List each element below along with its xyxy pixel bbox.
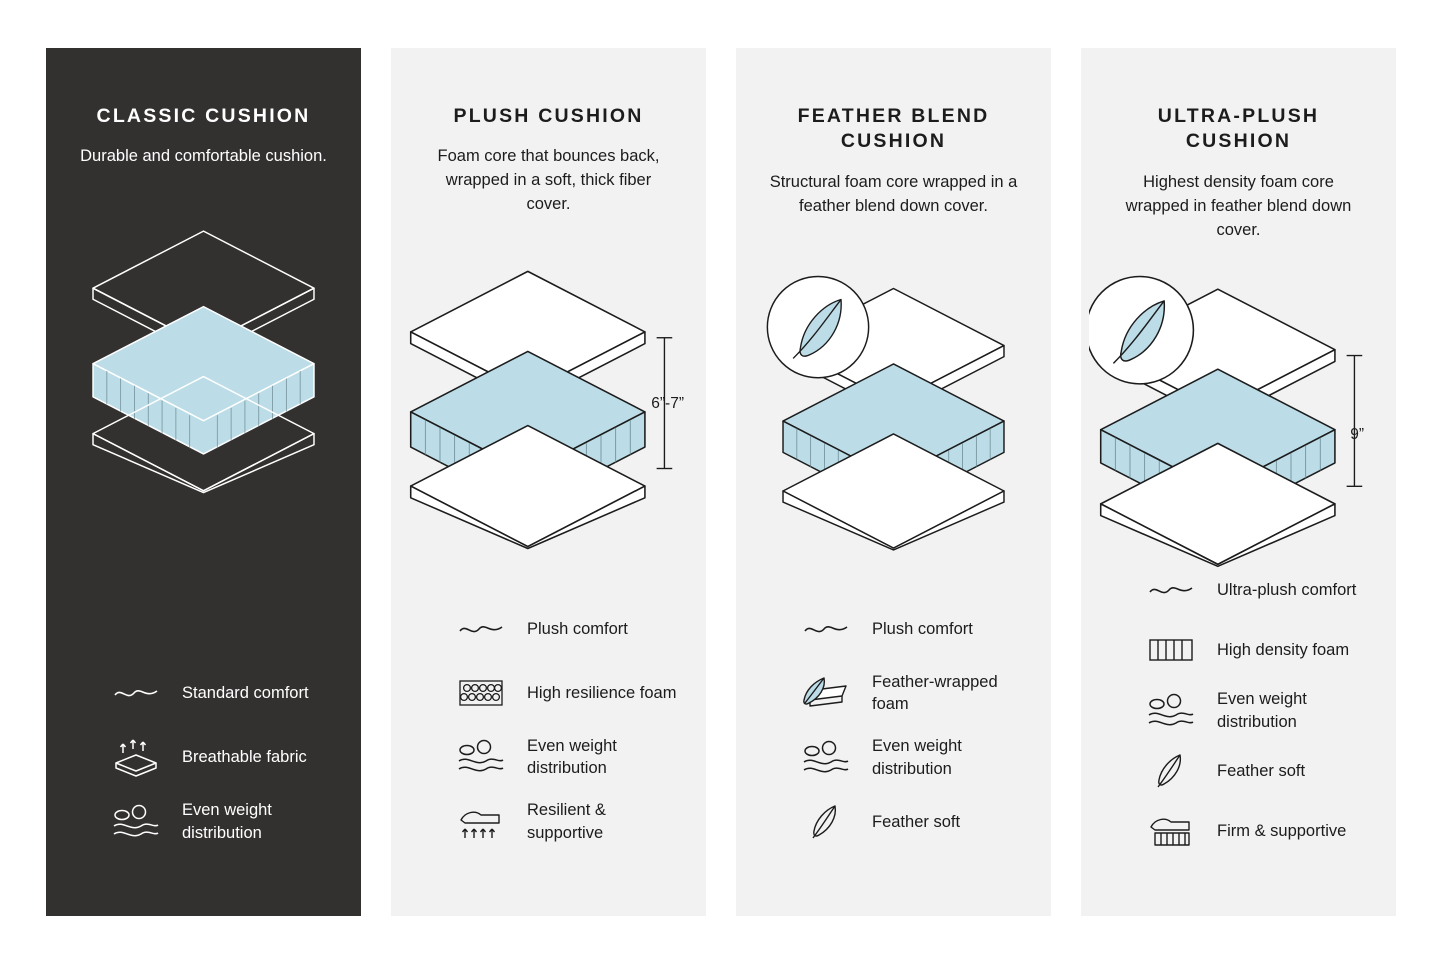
feather-icon — [798, 800, 854, 844]
resilient-support-icon — [453, 800, 509, 844]
wave-icon — [108, 671, 164, 715]
cushion-exploded-diagram — [760, 245, 1027, 575]
list-item: High density foam — [1143, 628, 1372, 672]
feather-icon — [1143, 749, 1199, 793]
cushion-exploded-diagram — [70, 195, 337, 525]
cushion-exploded-diagram — [1105, 268, 1372, 568]
list-item: Resilient & supportive — [453, 799, 682, 844]
cushion-layers-svg — [760, 260, 1027, 560]
list-item: Even weight distribution — [108, 799, 337, 844]
cushion-card-plush — [391, 48, 706, 916]
feather-badge-icon — [1089, 277, 1193, 384]
foam-core-layer — [93, 307, 314, 454]
feather-wrapped-foam-icon — [798, 671, 854, 715]
page-title: CLASSIC CUSHION — [96, 105, 311, 127]
list-item: Ultra-plush comfort — [1143, 568, 1372, 612]
cushion-card-ultra-plush — [1081, 48, 1396, 916]
honeycomb-foam-icon — [453, 671, 509, 715]
list-item: Breathable fabric — [108, 735, 337, 779]
dimension-label: 9” — [1350, 426, 1364, 444]
list-item: High resilience foam — [453, 671, 682, 715]
list-item: Plush comfort — [453, 607, 682, 651]
list-item: Even weight distribution — [1143, 688, 1372, 733]
wave-icon — [453, 607, 509, 651]
feature-list — [70, 671, 337, 896]
firm-support-icon — [1143, 809, 1199, 853]
card-description: Structural foam core wrapped in a feather blend down cover. — [769, 172, 1018, 215]
list-item: Plush comfort — [798, 607, 1027, 651]
wave-icon — [1143, 568, 1199, 612]
card-description: Foam core that bounces back, wrapped in a soft, thick fiber cover. — [437, 147, 660, 214]
cushion-layers-svg — [1089, 268, 1372, 568]
card-description: Highest density foam core wrapped in feather blend down cover. — [1125, 172, 1352, 239]
high-density-foam-icon — [1143, 628, 1199, 672]
wave-icon — [798, 607, 854, 651]
page-title: FEATHER BLEND CUSHION — [797, 105, 990, 153]
breathable-fabric-icon — [108, 735, 164, 779]
page-title: PLUSH CUSHION — [453, 105, 644, 127]
even-weight-icon — [798, 736, 854, 780]
list-item: Feather-wrapped foam — [798, 671, 1027, 716]
even-weight-icon — [108, 800, 164, 844]
dimension-label: 6”-7” — [651, 395, 684, 413]
even-weight-icon — [1143, 689, 1199, 733]
cushion-layers-svg — [399, 258, 682, 558]
cushion-layers-svg — [70, 210, 337, 510]
list-item: Feather soft — [1143, 749, 1372, 793]
page-title: ULTRA-PLUSH CUSHION — [1157, 105, 1320, 153]
feather-badge-icon — [767, 276, 868, 377]
dimension-bracket — [1347, 356, 1363, 487]
even-weight-icon — [453, 735, 509, 779]
feature-list — [1105, 568, 1372, 905]
list-item: Standard comfort — [108, 671, 337, 715]
list-item: Even weight distribution — [453, 735, 682, 780]
feature-list — [415, 607, 682, 896]
cushion-card-feather-blend — [736, 48, 1051, 916]
list-item: Firm & supportive — [1143, 809, 1372, 853]
cushion-exploded-diagram — [415, 243, 682, 573]
feature-list — [760, 607, 1027, 896]
list-item: Even weight distribution — [798, 735, 1027, 780]
list-item: Feather soft — [798, 800, 1027, 844]
cushion-card-classic — [46, 48, 361, 916]
card-description: Durable and comfortable cushion. — [80, 147, 327, 166]
